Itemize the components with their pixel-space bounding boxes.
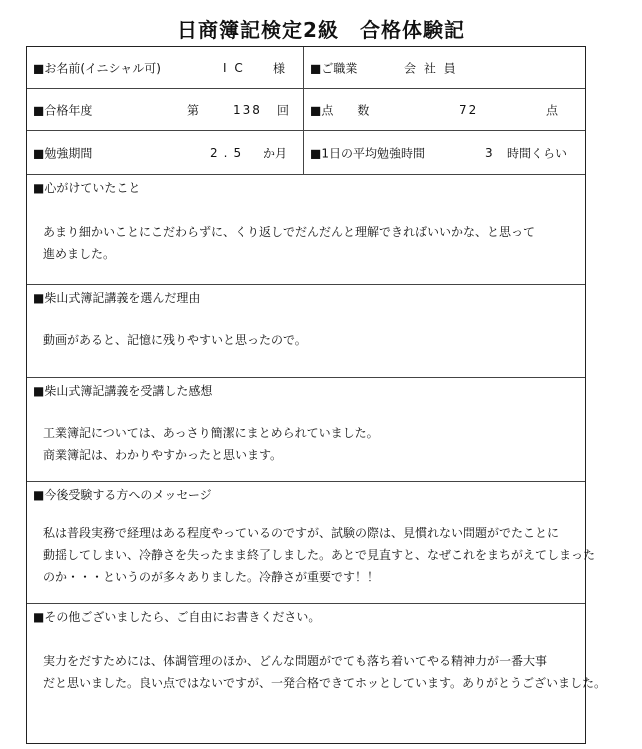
text-line: だと思いました。良い点ではないですが、一発合格できてホッとしています。ありがとうございました。	[43, 676, 607, 690]
section-body	[43, 221, 535, 265]
section-impression	[27, 378, 585, 482]
section-heading: ■心がけていたこと	[33, 181, 141, 195]
daily-time-unit: 時間くらい	[507, 146, 568, 160]
text-line: 動揺してしまい、冷静さを失ったまま終了しました。あとで見直すと、なぜこれをまちがえてしまった	[43, 548, 596, 562]
score-unit: 点	[546, 103, 559, 117]
name-cell	[27, 47, 304, 88]
section-body	[43, 522, 595, 588]
name-label: ■お名前(イニシャル可)	[33, 61, 161, 75]
section-heading: ■今後受験する方へのメッセージ	[33, 488, 212, 502]
study-period-value: 2.5	[210, 145, 248, 160]
text-line: 商業簿記は、わかりやすかったと思います。	[43, 448, 283, 462]
row-name-occupation	[27, 47, 585, 89]
section-heading: ■柴山式簿記講義を選んだ理由	[33, 291, 201, 305]
pass-year-label: ■合格年度	[33, 103, 93, 117]
pass-year-value: 138	[233, 102, 262, 117]
section-body	[43, 422, 379, 466]
section-body	[43, 650, 606, 694]
section-reason	[27, 285, 585, 378]
section-heading: ■その他ございましたら、ご自由にお書きください。	[33, 610, 321, 624]
section-mindset	[27, 175, 585, 285]
text-line: あまり細かいことにこだわらずに、くり返しでだんだんと理解できればいいかな、と思って	[43, 225, 536, 239]
text-line: 実力をだすためには、体調管理のほか、どんな問題がでても落ち着いてやる精神力が一番大事	[43, 654, 548, 668]
score-label: ■点 数	[310, 103, 370, 117]
page-title: 日商簿記検定2級 合格体験記	[177, 18, 465, 42]
text-line: 動画があると、記憶に残りやすいと思ったので。	[43, 333, 307, 347]
section-heading: ■柴山式簿記講義を受講した感想	[33, 384, 213, 398]
daily-time-cell	[304, 131, 585, 174]
study-period-unit: か月	[263, 146, 288, 160]
text-line: のか・・・というのが多々ありました。冷静さが重要です！！	[43, 570, 380, 584]
pass-year-unit: 回	[277, 103, 290, 117]
daily-time-label: ■1日の平均勉強時間	[310, 146, 425, 160]
text-line: 工業簿記については、あっさり簡潔にまとめられていました。	[43, 426, 379, 440]
occupation-label: ■ご職業	[310, 61, 358, 75]
section-body	[43, 329, 307, 351]
score-cell	[304, 89, 585, 130]
row-period-time	[27, 131, 585, 175]
occupation-cell	[304, 47, 585, 88]
study-period-cell	[27, 131, 304, 174]
experience-form	[26, 46, 607, 744]
study-period-label: ■勉強期間	[33, 146, 93, 160]
name-value: I C	[223, 60, 245, 75]
occupation-value: 会 社 員	[404, 61, 458, 75]
daily-time-value: 3	[485, 145, 495, 160]
pass-year-prefix: 第	[187, 103, 200, 117]
text-line: 私は普段実務で経理はある程度やっているのですが、試験の際は、見慣れない問題がでたことに	[43, 526, 560, 540]
section-message	[27, 482, 596, 604]
pass-year-cell	[27, 89, 304, 130]
row-year-score	[27, 89, 585, 131]
score-value: 72	[459, 102, 479, 117]
text-line: 進めました。	[43, 247, 116, 261]
name-unit: 様	[273, 61, 286, 75]
section-other	[27, 604, 607, 743]
